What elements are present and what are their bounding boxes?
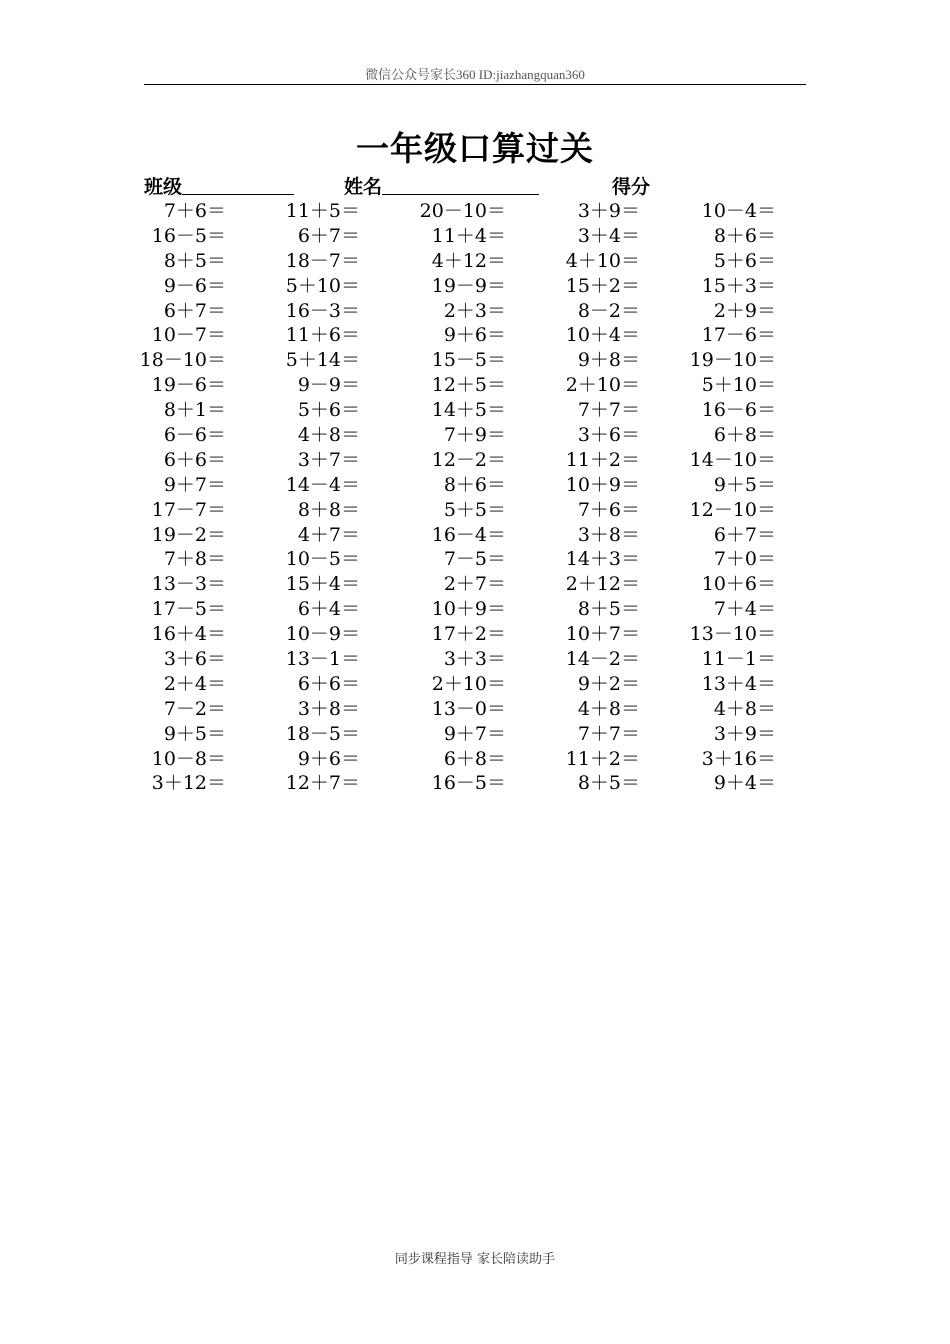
problem-row [0, 373, 950, 398]
problem-row [0, 274, 950, 299]
problem-row [0, 448, 950, 473]
problem-item: 5＋6＝ [297, 399, 360, 422]
problem-item: 10－4＝ [701, 200, 776, 222]
problem-item: 7＋4＝ [713, 598, 776, 621]
problem-item: 6＋6＝ [297, 672, 360, 695]
problem-row [0, 323, 950, 348]
problem-row [0, 747, 950, 772]
problem-item: 3＋4＝ [577, 224, 640, 247]
problem-row [0, 348, 950, 373]
name-blank [382, 174, 539, 195]
problem-row [0, 249, 950, 274]
problem-item: 4＋7＝ [297, 523, 360, 546]
problem-item: 2＋7＝ [443, 573, 506, 596]
problem-item: 8－2＝ [577, 299, 640, 322]
problem-item: 7＋0＝ [713, 548, 776, 571]
problem-item: 13－10＝ [689, 623, 776, 646]
problem-item: 19－10＝ [689, 349, 776, 372]
problem-item: 8＋8＝ [297, 498, 360, 521]
problem-item: 9＋7＝ [163, 473, 226, 496]
problem-row [0, 771, 950, 796]
problem-item: 14－2＝ [565, 648, 640, 671]
problem-item: 10＋9＝ [431, 598, 506, 621]
header-divider [144, 84, 806, 85]
problem-item: 6＋7＝ [713, 523, 776, 546]
problem-item: 2＋12＝ [565, 573, 640, 596]
problem-item: 7＋6＝ [577, 498, 640, 521]
problem-item: 16－5＝ [151, 224, 226, 247]
problem-row [0, 398, 950, 423]
problem-item: 15＋4＝ [285, 573, 360, 596]
problem-item: 3＋8＝ [577, 523, 640, 546]
problem-item: 3＋7＝ [297, 448, 360, 471]
problem-item: 4＋10＝ [565, 249, 640, 272]
problem-item: 10－9＝ [285, 623, 360, 646]
problem-item: 9＋4＝ [713, 772, 776, 795]
problem-item: 2＋10＝ [431, 672, 506, 695]
problem-item: 15＋2＝ [565, 274, 640, 297]
problem-item: 8＋5＝ [577, 772, 640, 795]
problem-row [0, 672, 950, 697]
problem-item: 3＋9＝ [577, 200, 640, 222]
problem-row [0, 523, 950, 548]
problem-row [0, 547, 950, 572]
score-label: 得分 [612, 176, 651, 198]
problem-item: 12＋5＝ [431, 374, 506, 397]
problem-item: 17－5＝ [151, 598, 226, 621]
problem-item: 11＋2＝ [565, 448, 640, 471]
problem-item: 15＋3＝ [701, 274, 776, 297]
problem-item: 5＋14＝ [285, 349, 360, 372]
class-blank [182, 174, 294, 195]
problem-item: 9＋2＝ [577, 672, 640, 695]
problem-item: 2＋3＝ [443, 299, 506, 322]
problem-item: 13＋4＝ [701, 672, 776, 695]
problem-item: 14－10＝ [689, 448, 776, 471]
problem-item: 5＋10＝ [701, 374, 776, 397]
problem-item: 5＋5＝ [443, 498, 506, 521]
problem-row [0, 597, 950, 622]
score-field [612, 174, 650, 200]
problem-row [0, 498, 950, 523]
problem-item: 5＋10＝ [285, 274, 360, 297]
problem-item: 10－7＝ [151, 324, 226, 347]
problem-item: 19－2＝ [151, 523, 226, 546]
problem-item: 4＋8＝ [713, 697, 776, 720]
problem-row [0, 224, 950, 249]
problem-item: 18－5＝ [285, 722, 360, 745]
problem-item: 11＋5＝ [285, 200, 360, 222]
problem-item: 9＋7＝ [443, 722, 506, 745]
problem-item: 14＋3＝ [565, 548, 640, 571]
problem-item: 4＋12＝ [431, 249, 506, 272]
problem-item: 2＋10＝ [565, 374, 640, 397]
problem-item: 9－9＝ [297, 374, 360, 397]
problem-item: 6＋4＝ [297, 598, 360, 621]
problem-row [0, 697, 950, 722]
problem-item: 18－7＝ [285, 249, 360, 272]
problem-item: 4＋8＝ [297, 424, 360, 447]
problem-item: 10－8＝ [151, 747, 226, 770]
problem-row [0, 199, 950, 224]
problem-item: 13－0＝ [431, 697, 506, 720]
problem-item: 3＋8＝ [297, 697, 360, 720]
problem-item: 12－10＝ [689, 498, 776, 521]
problem-item: 6＋8＝ [713, 424, 776, 447]
problem-item: 9＋6＝ [443, 324, 506, 347]
problem-row [0, 722, 950, 747]
problem-item: 20－10＝ [419, 200, 506, 222]
problem-item: 15－5＝ [431, 349, 506, 372]
problem-item: 9＋5＝ [163, 722, 226, 745]
problem-item: 10＋6＝ [701, 573, 776, 596]
problem-item: 19－9＝ [431, 274, 506, 297]
problem-item: 16－5＝ [431, 772, 506, 795]
problem-item: 14＋5＝ [431, 399, 506, 422]
problem-item: 8＋5＝ [577, 598, 640, 621]
problem-item: 3＋16＝ [701, 747, 776, 770]
problem-grid [0, 199, 950, 796]
problem-item: 3＋9＝ [713, 722, 776, 745]
problem-item: 11＋4＝ [431, 224, 506, 247]
problem-item: 17－6＝ [701, 324, 776, 347]
problem-item: 2＋4＝ [163, 672, 226, 695]
problem-row [0, 647, 950, 672]
problem-item: 8＋1＝ [163, 399, 226, 422]
problem-item: 13－3＝ [151, 573, 226, 596]
problem-row [0, 299, 950, 324]
problem-item: 6＋6＝ [163, 448, 226, 471]
problem-item: 18－10＝ [139, 349, 226, 372]
problem-item: 6＋7＝ [163, 299, 226, 322]
problem-item: 12＋7＝ [285, 772, 360, 795]
page-header: 微信公众号家长360 ID:jiazhangquan360 [365, 67, 585, 82]
problem-item: 19－6＝ [151, 374, 226, 397]
problem-item: 11－1＝ [701, 648, 776, 671]
problem-item: 3＋12＝ [151, 772, 226, 795]
problem-item: 14－4＝ [285, 473, 360, 496]
problem-item: 8＋5＝ [163, 249, 226, 272]
problem-item: 4＋8＝ [577, 697, 640, 720]
problem-item: 5＋6＝ [713, 249, 776, 272]
problem-row [0, 572, 950, 597]
problem-item: 16－6＝ [701, 399, 776, 422]
problem-item: 7＋8＝ [163, 548, 226, 571]
problem-item: 10＋7＝ [565, 623, 640, 646]
class-field [144, 174, 294, 200]
problem-item: 7＋7＝ [577, 399, 640, 422]
problem-item: 6＋7＝ [297, 224, 360, 247]
problem-item: 11＋2＝ [565, 747, 640, 770]
problem-item: 6－6＝ [163, 424, 226, 447]
problem-item: 10－5＝ [285, 548, 360, 571]
problem-item: 9－6＝ [163, 274, 226, 297]
problem-item: 7＋6＝ [163, 200, 226, 222]
problem-item: 7－2＝ [163, 697, 226, 720]
problem-item: 2＋9＝ [713, 299, 776, 322]
problem-item: 7－5＝ [443, 548, 506, 571]
problem-item: 7＋9＝ [443, 424, 506, 447]
problem-item: 16－4＝ [431, 523, 506, 546]
problem-item: 17－7＝ [151, 498, 226, 521]
problem-item: 13－1＝ [285, 648, 360, 671]
problem-row [0, 423, 950, 448]
problem-item: 6＋8＝ [443, 747, 506, 770]
page-footer: 同步课程指导 家长陪读助手 [394, 1252, 556, 1267]
problem-item: 17＋2＝ [431, 623, 506, 646]
problem-item: 11＋6＝ [285, 324, 360, 347]
name-label: 姓名 [344, 176, 383, 198]
problem-row [0, 473, 950, 498]
problem-item: 9＋6＝ [297, 747, 360, 770]
problem-item: 7＋7＝ [577, 722, 640, 745]
problem-item: 8＋6＝ [443, 473, 506, 496]
student-info-row [144, 174, 806, 200]
problem-item: 3＋6＝ [577, 424, 640, 447]
problem-item: 9＋8＝ [577, 349, 640, 372]
problem-item: 12－2＝ [431, 448, 506, 471]
name-field [344, 174, 539, 200]
problem-item: 16＋4＝ [151, 623, 226, 646]
worksheet-title: 一年级口算过关 [356, 129, 594, 168]
problem-item: 10＋9＝ [565, 473, 640, 496]
problem-item: 16－3＝ [285, 299, 360, 322]
problem-row [0, 622, 950, 647]
problem-item: 8＋6＝ [713, 224, 776, 247]
problem-item: 9＋5＝ [713, 473, 776, 496]
problem-item: 3＋3＝ [443, 648, 506, 671]
problem-item: 10＋4＝ [565, 324, 640, 347]
problem-item: 3＋6＝ [163, 648, 226, 671]
class-label: 班级 [144, 176, 183, 198]
